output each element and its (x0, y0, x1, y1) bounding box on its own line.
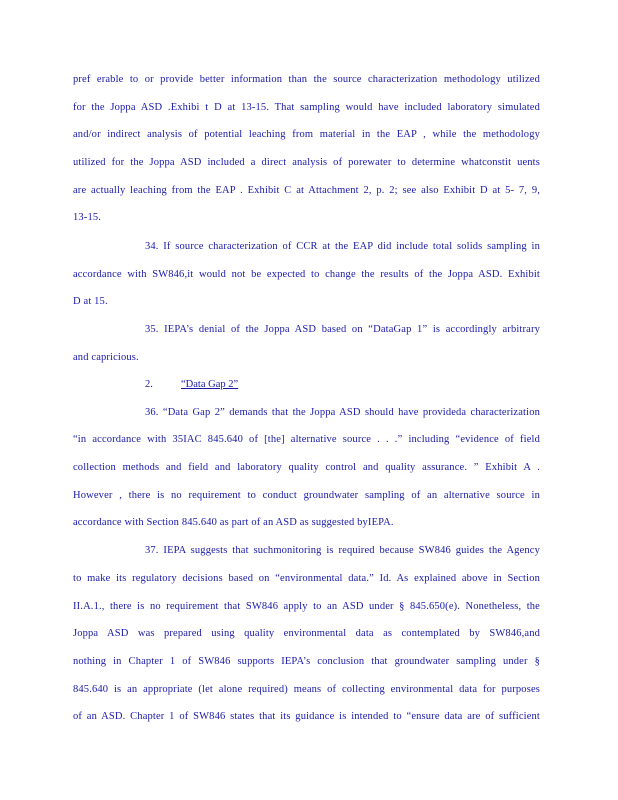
body-line: 13-15. (73, 212, 102, 223)
body-line: are actually leaching from the EAP . Exhibit C at Attachment 2, p. 2; see also Exhibit D at 5- 7, 9, (73, 185, 540, 196)
body-line: for the Joppa ASD .Exhibi t D at 13-15. That sampling would have included laboratory simulated (73, 102, 540, 113)
paragraph-35-line: 35. IEPA’s denial of the Joppa ASD based on “DataGap 1” is accordingly arbitrary (145, 324, 540, 335)
body-line: and/or indirect analysis of potential leaching from material in the EAP , while the methodology (73, 129, 540, 140)
body-line: and capricious. (73, 352, 139, 363)
section-subheading (145, 378, 238, 391)
subheading-title: “Data Gap 2” (181, 379, 239, 390)
paragraph-37-line: 37. IEPA suggests that suchmonitoring is required because SW846 guides the Agency (145, 545, 540, 556)
body-line: accordance with SW846,it would not be expected to change the results of the Joppa ASD. Exhibit (73, 269, 540, 280)
body-line: “in accordance with 35IAC 845.640 of [the] alternative source . . .” including “evidence of field (73, 434, 540, 445)
body-line: However , there is no requirement to conduct groundwater sampling of an alternative source in (73, 490, 540, 501)
body-line: Joppa ASD was prepared using quality environmental data as contemplated by SW846,and (73, 628, 540, 639)
body-line: to make its regulatory decisions based on “environmental data.” Id. As explained above in Section (73, 573, 540, 584)
paragraph-34-line: 34. If source characterization of CCR at the EAP did include total solids sampling in (145, 241, 540, 252)
body-line: pref erable to or provide better information than the source characterization methodology utilized (73, 74, 540, 85)
paragraph-36-line: 36. “Data Gap 2” demands that the Joppa ASD should have provideda characterization (145, 407, 540, 418)
body-line: II.A.1., there is no requirement that SW846 apply to an ASD under § 845.650(e). Nonetheless, the (73, 601, 540, 612)
body-line: 845.640 is an appropriate (let alone required) means of collecting environmental data for purposes (73, 684, 540, 695)
body-line: collection methods and field and laboratory quality control and quality assurance. ” Exhibit A . (73, 462, 540, 473)
subheading-number: 2. (145, 379, 153, 390)
body-line: utilized for the Joppa ASD included a direct analysis of porewater to determine whatconstit uents (73, 157, 540, 168)
body-line: D at 15. (73, 296, 108, 307)
body-line: accordance with Section 845.640 as part of an ASD as suggested byIEPA. (73, 517, 394, 528)
body-line: of an ASD. Chapter 1 of SW846 states that its guidance is intended to “ensure data are of sufficient (73, 711, 540, 722)
body-line: nothing in Chapter 1 of SW846 supports IEPA’s conclusion that groundwater sampling under § (73, 656, 540, 667)
